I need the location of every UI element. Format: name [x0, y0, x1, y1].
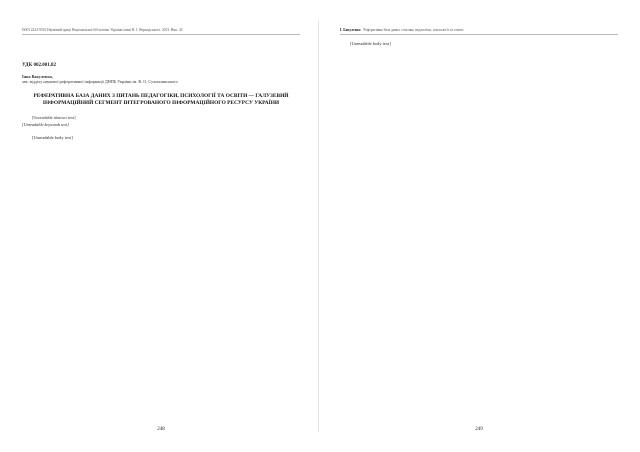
left-page [22, 28, 300, 432]
running-head-left: ISSN 2224-9516 Науковий праці Національної бібліотеки України імені В. І. Вернадського. 2013. Вип. 42 [22, 28, 300, 35]
keywords: [Unreadable keywords text] [22, 122, 69, 128]
udk-code: УДК 002.001.82 [22, 63, 56, 68]
abstract-paragraph: [Unreadable abstract text] [32, 114, 76, 120]
author-name: Інна Вакуленко, [22, 74, 53, 79]
body-paragraph: [Unreadable body text] [32, 135, 73, 141]
author-affiliation: зав. відділу наукової реферативної інформації ДНПБ України ім. В. О. Сухомлинського [22, 79, 178, 85]
abstract [22, 115, 300, 120]
running-head-right [340, 28, 618, 35]
right-body [340, 41, 618, 46]
running-head-author: І. Бакуленко [340, 28, 361, 32]
author-block [22, 74, 300, 85]
page-gutter [318, 20, 319, 432]
left-body [22, 135, 300, 140]
body-paragraph: [Unreadable body text] [350, 41, 391, 46]
page-number-left: 248 [157, 427, 165, 432]
running-head-title: Реферативна база даних з питань педагогіки, психології та освіти [363, 28, 464, 32]
right-page [340, 28, 618, 432]
article-title: РЕФЕРАТИВНА БАЗА ДАНИХ З ПИТАНЬ ПЕДАГОГІКИ, ПСИХОЛОГІЇ ТА ОСВІТИ — ГАЛУЗЕВИЙ ІНФОРМАЦІЙНИЙ СЕГМЕНТ ІНТЕГРОВАНОГО ІНФОРМАЦІЙНОГО РЕСУРСУ УКРАЇНИ [33, 92, 289, 106]
page-number-right: 249 [475, 427, 483, 432]
